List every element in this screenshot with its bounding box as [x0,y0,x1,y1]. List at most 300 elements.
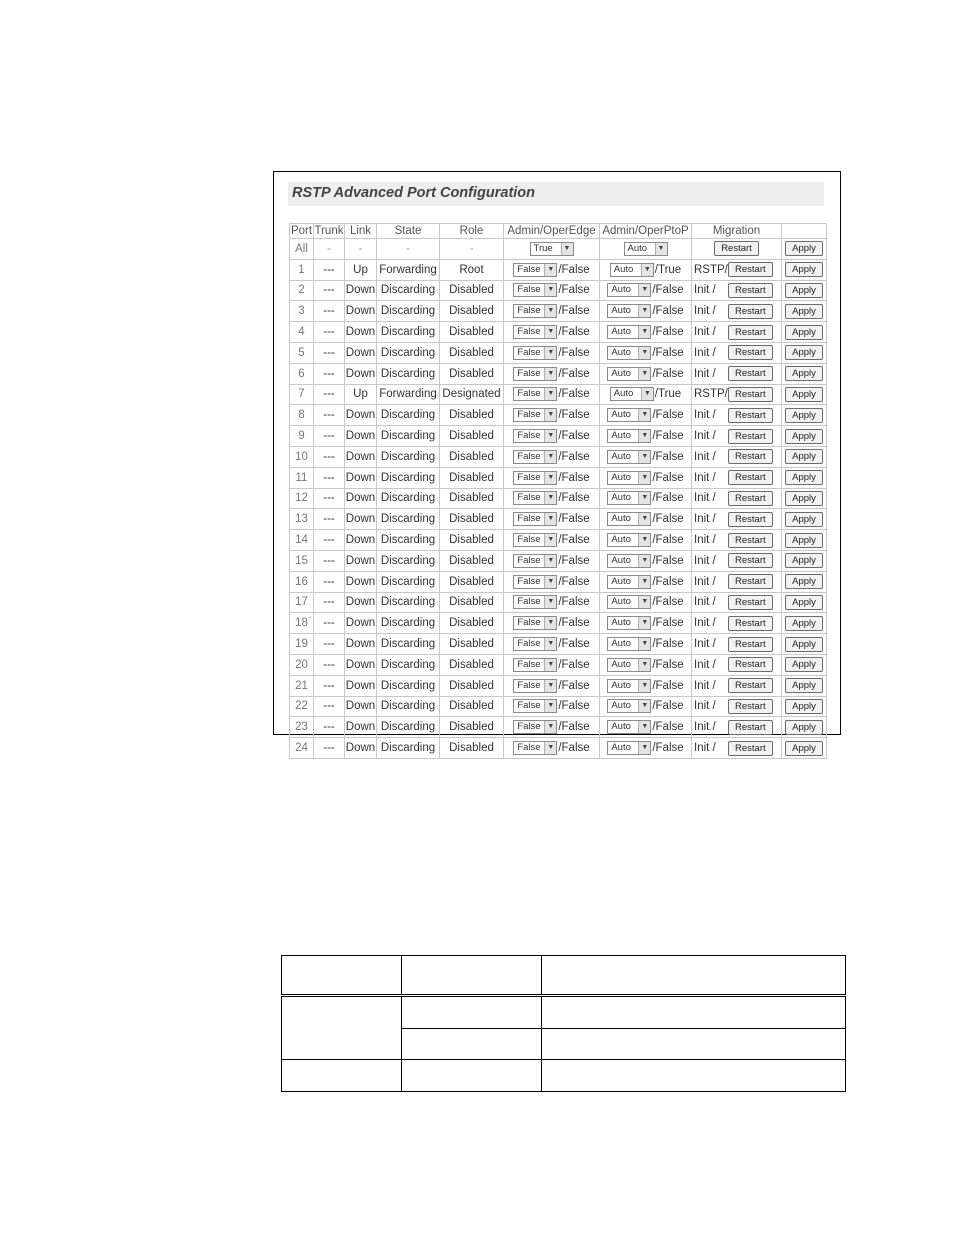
restart-button[interactable]: Restart [728,574,773,589]
ptop-admin-select[interactable] [607,533,651,547]
edge-oper-value: /False [558,471,590,484]
apply-cell [782,634,827,655]
apply-button[interactable]: Apply [785,491,823,506]
restart-button[interactable]: Restart [728,595,773,610]
chevron-down-icon: ▼ [638,680,650,692]
chevron-down-icon: ▼ [638,721,650,733]
ptop-admin-value: Auto [611,700,631,712]
apply-cell [782,239,827,260]
port-cell: 14 [290,530,314,551]
reference-header-cell [402,956,542,996]
state-cell: Forwarding [377,384,440,405]
table-row-all [290,239,827,260]
restart-button[interactable]: Restart [728,325,773,340]
chevron-down-icon: ▼ [544,680,556,692]
apply-cell [782,280,827,301]
edge-admin-select[interactable] [513,263,557,277]
ptop-cell [600,634,692,655]
ptop-admin-select[interactable] [607,450,651,464]
ptop-admin-select[interactable] [607,575,651,589]
ptop-admin-select[interactable] [607,346,651,360]
chevron-down-icon: ▼ [544,326,556,338]
migration-cell [692,634,782,655]
trunk-cell: --- [314,717,345,738]
migration-status: Init / [694,596,716,609]
ptop-admin-select[interactable] [610,387,654,401]
trunk-cell: --- [314,342,345,363]
ptop-admin-select[interactable] [607,616,651,630]
ptop-oper-value: /False [652,617,684,630]
apply-button[interactable]: Apply [785,345,823,360]
edge-admin-select[interactable] [513,658,557,672]
edge-admin-select[interactable] [513,283,557,297]
ptop-admin-select[interactable] [607,408,651,422]
edge-cell [504,592,600,613]
edge-admin-select[interactable] [513,325,557,339]
ptop-oper-value: /False [652,638,684,651]
migration-status: Init / [694,658,716,671]
edge-admin-select[interactable] [513,720,557,734]
chevron-down-icon: ▼ [544,451,556,463]
edge-oper-value: /False [558,679,590,692]
role-cell: Disabled [440,696,504,717]
edge-oper-value: /False [558,554,590,567]
ptop-oper-value: /False [652,700,684,713]
link-cell: Down [345,675,377,696]
role-cell: Disabled [440,426,504,447]
restart-button[interactable]: Restart [728,408,773,423]
edge-admin-select[interactable] [513,533,557,547]
chevron-down-icon: ▼ [638,659,650,671]
trunk-cell: --- [314,738,345,759]
edge-admin-select[interactable] [513,699,557,713]
edge-cell [504,613,600,634]
edge-admin-value: False [517,263,541,275]
link-cell: Down [345,426,377,447]
restart-button[interactable]: Restart [728,366,773,381]
state-cell: Discarding [377,613,440,634]
edge-admin-select[interactable] [513,741,557,755]
port-cell: 22 [290,696,314,717]
ptop-admin-select[interactable] [607,554,651,568]
edge-cell [504,446,600,467]
edge-oper-value: /False [558,534,590,547]
migration-status: Init / [694,367,716,380]
restart-button[interactable]: Restart [728,637,773,652]
col-header-state: State [377,224,440,239]
state-cell: Forwarding [377,259,440,280]
ptop-admin-select[interactable] [607,699,651,713]
reference-cell [282,1060,402,1092]
ptop-cell [600,592,692,613]
role-cell: Disabled [440,550,504,571]
migration-cell [692,446,782,467]
ptop-admin-value: Auto [611,721,631,733]
role-cell: Disabled [440,446,504,467]
restart-button[interactable]: Restart [728,720,773,735]
apply-button[interactable]: Apply [785,429,823,444]
apply-cell [782,259,827,280]
port-cell: 11 [290,467,314,488]
apply-cell [782,488,827,509]
migration-cell [692,405,782,426]
edge-admin-select[interactable] [513,554,557,568]
migration-status: Init / [694,679,716,692]
chevron-down-icon: ▼ [638,472,650,484]
edge-admin-select[interactable] [513,679,557,693]
chevron-down-icon: ▼ [544,555,556,567]
apply-cell [782,426,827,447]
link-cell: Down [345,301,377,322]
ptop-cell [600,384,692,405]
edge-admin-select[interactable] [513,637,557,651]
state-cell: - [377,239,440,260]
apply-cell [782,675,827,696]
restart-button[interactable]: Restart [728,512,773,527]
link-cell: Down [345,363,377,384]
apply-button[interactable]: Apply [785,366,823,381]
restart-button[interactable]: Restart [728,553,773,568]
ptop-admin-select[interactable] [607,595,651,609]
restart-button[interactable]: Restart [728,699,773,714]
state-cell: Discarding [377,446,440,467]
col-header-link: Link [345,224,377,239]
ptop-admin-select[interactable] [607,283,651,297]
state-cell: Discarding [377,426,440,447]
edge-oper-value: /False [558,492,590,505]
edge-admin-value: False [517,742,541,754]
chevron-down-icon: ▼ [638,596,650,608]
chevron-down-icon: ▼ [544,430,556,442]
table-row [290,550,827,571]
apply-button[interactable]: Apply [785,637,823,652]
role-cell: Disabled [440,592,504,613]
ptop-oper-value: /False [652,430,684,443]
trunk-cell: --- [314,280,345,301]
apply-cell [782,696,827,717]
edge-cell [504,363,600,384]
edge-cell [504,280,600,301]
restart-button-all[interactable]: Restart [714,241,759,256]
role-cell: Disabled [440,509,504,530]
ptop-admin-select[interactable] [610,263,654,277]
edge-admin-select[interactable] [513,387,557,401]
edge-admin-value: False [517,346,541,358]
ptop-cell [600,239,692,260]
trunk-cell: --- [314,488,345,509]
edge-admin-select[interactable] [513,408,557,422]
trunk-cell: --- [314,259,345,280]
ptop-admin-select[interactable] [607,658,651,672]
edge-admin-select[interactable] [513,346,557,360]
ptop-admin-value: Auto [611,534,631,546]
apply-button[interactable]: Apply [785,616,823,631]
chevron-down-icon: ▼ [638,368,650,380]
state-cell: Discarding [377,550,440,571]
ptop-admin-select[interactable] [607,304,651,318]
port-cell: 12 [290,488,314,509]
edge-admin-select[interactable] [513,595,557,609]
table-row [290,405,827,426]
migration-cell [692,550,782,571]
chevron-down-icon: ▼ [638,492,650,504]
edge-oper-value: /False [558,305,590,318]
apply-button[interactable]: Apply [785,595,823,610]
restart-button[interactable]: Restart [728,470,773,485]
ptop-cell [600,717,692,738]
edge-admin-select[interactable] [513,575,557,589]
ptop-admin-select[interactable] [607,367,651,381]
migration-cell [692,239,782,260]
edge-cell [504,342,600,363]
restart-button[interactable]: Restart [728,616,773,631]
migration-status: Init / [694,492,716,505]
edge-oper-value: /False [558,284,590,297]
reference-cell [542,1028,846,1060]
link-cell: Up [345,259,377,280]
apply-button[interactable]: Apply [785,741,823,756]
link-cell: Down [345,342,377,363]
migration-status: Init / [694,721,716,734]
port-cell: 6 [290,363,314,384]
port-cell: 10 [290,446,314,467]
apply-button[interactable]: Apply [785,325,823,340]
edge-admin-select[interactable] [513,616,557,630]
trunk-cell: --- [314,322,345,343]
chevron-down-icon: ▼ [638,451,650,463]
migration-status: Init / [694,450,716,463]
ptop-admin-select[interactable] [607,471,651,485]
apply-button[interactable]: Apply [785,408,823,423]
table-row [290,530,827,551]
migration-status: Init / [694,575,716,588]
restart-button[interactable]: Restart [728,387,773,402]
link-cell: Down [345,717,377,738]
reference-header-cell [542,956,846,996]
apply-button[interactable]: Apply [785,574,823,589]
edge-cell [504,571,600,592]
edge-oper-value: /False [558,367,590,380]
edge-cell [504,509,600,530]
ptop-admin-select[interactable] [607,491,651,505]
edge-oper-value: /False [558,617,590,630]
role-cell: Disabled [440,530,504,551]
chevron-down-icon: ▼ [544,388,556,400]
ptop-admin-value: Auto [611,617,631,629]
apply-button[interactable]: Apply [785,699,823,714]
ptop-cell [600,488,692,509]
restart-button[interactable]: Restart [728,262,773,277]
edge-cell [504,488,600,509]
state-cell: Discarding [377,322,440,343]
ptop-cell [600,259,692,280]
edge-admin-select[interactable] [513,512,557,526]
port-cell: 24 [290,738,314,759]
apply-button-all[interactable]: Apply [785,241,823,256]
role-cell: Disabled [440,322,504,343]
ptop-admin-value: Auto [611,367,631,379]
port-cell: 23 [290,717,314,738]
restart-button[interactable]: Restart [728,533,773,548]
port-cell: 20 [290,654,314,675]
edge-admin-value: False [517,513,541,525]
chevron-down-icon: ▼ [561,243,573,255]
port-cell: 15 [290,550,314,571]
ptop-oper-value: /False [652,575,684,588]
ptop-oper-value: /False [652,326,684,339]
edge-cell [504,654,600,675]
edge-admin-value: False [517,430,541,442]
edge-oper-value: /False [558,638,590,651]
ptop-oper-value: /False [652,471,684,484]
role-cell: Disabled [440,654,504,675]
ptop-admin-select[interactable] [607,679,651,693]
ptop-cell [600,696,692,717]
restart-button[interactable]: Restart [728,491,773,506]
ptop-admin-value: Auto [611,471,631,483]
edge-admin-value: False [517,450,541,462]
edge-oper-value: /False [558,742,590,755]
edge-oper-value: /False [558,388,590,401]
trunk-cell: --- [314,405,345,426]
apply-button[interactable]: Apply [785,449,823,464]
migration-status: Init / [694,471,716,484]
ptop-admin-value: Auto [611,305,631,317]
ptop-admin-value: Auto [611,513,631,525]
reference-table [281,955,846,1092]
edge-oper-value: /False [558,658,590,671]
edge-admin-select[interactable] [513,491,557,505]
restart-button[interactable]: Restart [728,304,773,319]
ptop-admin-select[interactable] [607,720,651,734]
reference-table-row [282,1060,846,1092]
apply-button[interactable]: Apply [785,262,823,277]
ptop-admin-select-all[interactable] [624,242,668,256]
edge-admin-select[interactable] [513,304,557,318]
apply-cell [782,467,827,488]
migration-cell [692,322,782,343]
role-cell: Disabled [440,571,504,592]
ptop-admin-select[interactable] [607,325,651,339]
edge-admin-select[interactable] [513,471,557,485]
migration-cell [692,467,782,488]
rstp-config-panel [273,171,841,755]
migration-status: Init / [694,409,716,422]
link-cell: Down [345,696,377,717]
ptop-admin-value: Auto [611,658,631,670]
ptop-admin-select[interactable] [607,512,651,526]
state-cell: Discarding [377,301,440,322]
apply-cell [782,654,827,675]
role-cell: Disabled [440,405,504,426]
ptop-admin-value: Auto [611,575,631,587]
restart-button[interactable]: Restart [728,429,773,444]
state-cell: Discarding [377,717,440,738]
col-header-port: Port [290,225,313,237]
trunk-cell: --- [314,592,345,613]
apply-button[interactable]: Apply [785,304,823,319]
ptop-admin-value: Auto [611,346,631,358]
edge-admin-value: True [533,242,553,254]
port-cell: 5 [290,342,314,363]
edge-cell [504,259,600,280]
edge-admin-select[interactable] [513,429,557,443]
migration-status: RSTP/ [694,388,728,401]
edge-cell [504,530,600,551]
link-cell: - [345,239,377,260]
chevron-down-icon: ▼ [544,284,556,296]
table-row [290,467,827,488]
link-cell: Down [345,280,377,301]
apply-button[interactable]: Apply [785,553,823,568]
ptop-oper-value: /False [652,742,684,755]
apply-button[interactable]: Apply [785,470,823,485]
ptop-oper-value: /False [652,346,684,359]
apply-button[interactable]: Apply [785,720,823,735]
restart-button[interactable]: Restart [728,741,773,756]
restart-button[interactable]: Restart [728,657,773,672]
apply-button[interactable]: Apply [785,533,823,548]
apply-button[interactable]: Apply [785,387,823,402]
edge-admin-select[interactable] [513,450,557,464]
ptop-cell [600,342,692,363]
trunk-cell: --- [314,363,345,384]
state-cell: Discarding [377,738,440,759]
edge-admin-value: False [517,284,541,296]
link-cell: Down [345,738,377,759]
port-cell: 9 [290,426,314,447]
ptop-cell [600,738,692,759]
ptop-cell [600,446,692,467]
ptop-admin-select[interactable] [607,637,651,651]
port-cell: 2 [290,280,314,301]
apply-button[interactable]: Apply [785,283,823,298]
col-header-edge: Admin/OperEdge [504,224,600,239]
link-cell: Down [345,446,377,467]
ptop-admin-value: Auto [613,388,634,400]
apply-button[interactable]: Apply [785,512,823,527]
chevron-down-icon: ▼ [544,347,556,359]
ptop-admin-select[interactable] [607,741,651,755]
chevron-down-icon: ▼ [638,347,650,359]
edge-oper-value: /False [558,513,590,526]
chevron-down-icon: ▼ [544,472,556,484]
restart-button[interactable]: Restart [728,449,773,464]
apply-button[interactable]: Apply [785,657,823,672]
apply-cell [782,405,827,426]
edge-admin-select[interactable] [513,367,557,381]
ptop-admin-select[interactable] [607,429,651,443]
apply-button[interactable]: Apply [785,678,823,693]
edge-cell [504,426,600,447]
edge-admin-select-all[interactable] [530,242,574,256]
reference-cell [402,1060,542,1092]
edge-oper-value: /False [558,346,590,359]
chevron-down-icon: ▼ [641,264,653,276]
edge-admin-value: False [517,471,541,483]
table-row [290,717,827,738]
port-cell: All [290,239,314,260]
ptop-admin-value: Auto [627,242,648,254]
migration-status: Init / [694,742,716,755]
panel-title-bar [288,182,824,206]
state-cell: Discarding [377,634,440,655]
restart-button[interactable]: Restart [728,345,773,360]
ptop-cell [600,405,692,426]
restart-button[interactable]: Restart [728,678,773,693]
restart-button[interactable]: Restart [728,283,773,298]
col-header-trunk: Trunk [314,225,344,237]
